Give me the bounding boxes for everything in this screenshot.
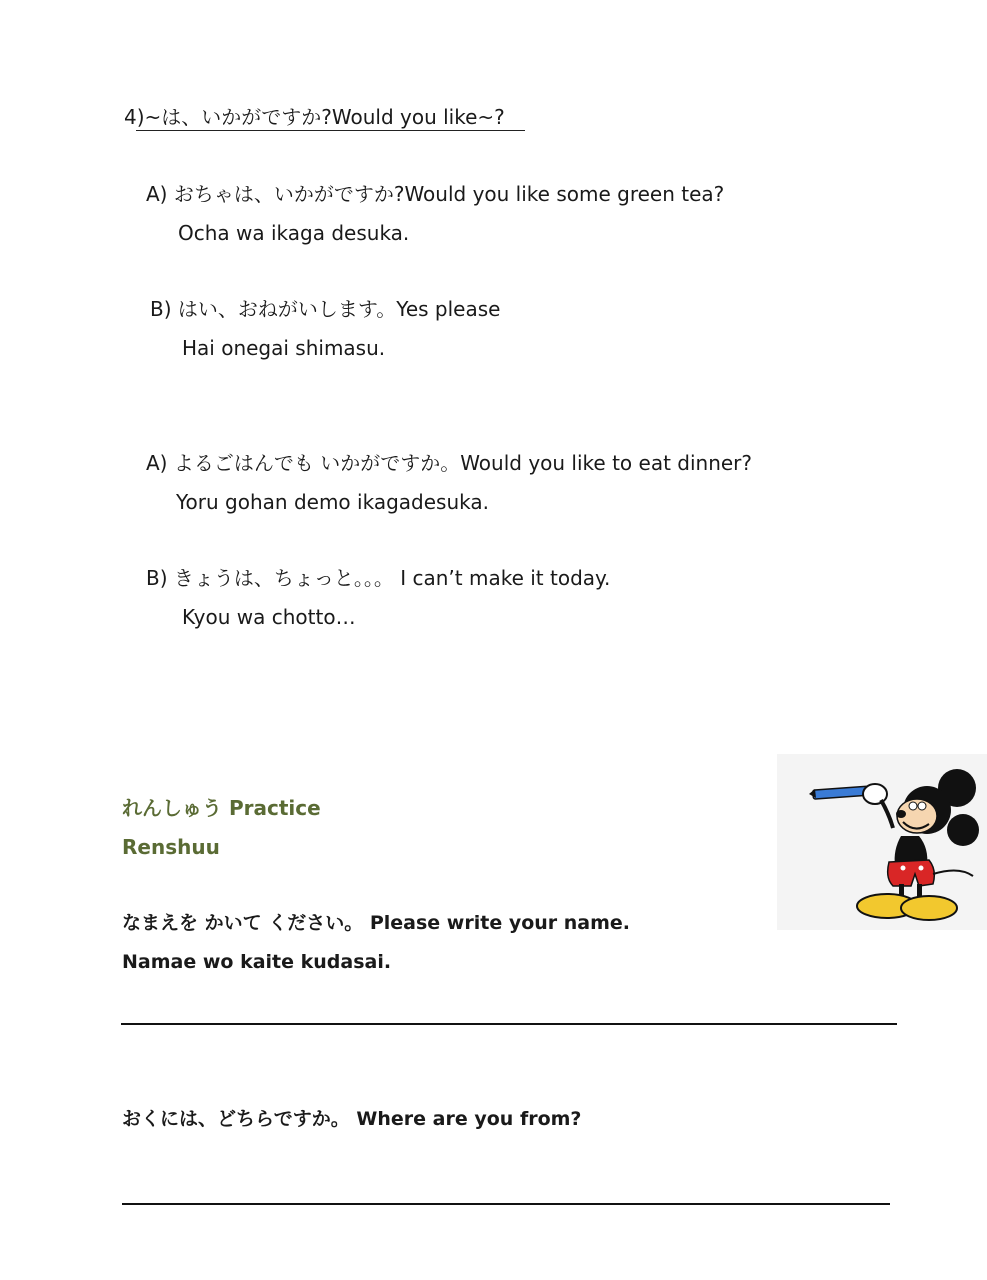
cartoon-mouse-icon: [777, 754, 987, 930]
dialogue1-a-japanese: A) おちゃは、いかがですか?Would you like some green tea?: [146, 182, 725, 206]
answer-line-name[interactable]: [121, 1023, 897, 1025]
question1-japanese: なまえを かいて ください。 Please write your name.: [122, 912, 631, 934]
dialogue1-a-romaji: Ocha wa ikaga desuka.: [178, 221, 410, 245]
dialogue2-b-japanese: B) きょうは、ちょっと。。。 I can’t make it today.: [146, 566, 611, 590]
mouse-illustration: [777, 754, 987, 930]
lesson-heading: 4)~は、いかがですか?Would you like~?: [124, 105, 505, 129]
heading-underline: [136, 130, 525, 131]
dialogue2-a-japanese: A) よるごはんでも いかがですか。Would you like to eat dinner?: [146, 451, 753, 475]
practice-title: れんしゅう Practice: [122, 796, 321, 820]
question1-romaji: Namae wo kaite kudasai.: [122, 951, 392, 973]
dialogue2-a-romaji: Yoru gohan demo ikagadesuka.: [176, 490, 489, 514]
answer-line-country[interactable]: [122, 1203, 890, 1205]
dialogue1-b-japanese: B) はい、おねがいします。Yes please: [150, 297, 501, 321]
question2-japanese: おくには、どちらですか。 Where are you from?: [122, 1108, 582, 1130]
dialogue1-b-romaji: Hai onegai shimasu.: [182, 336, 386, 360]
dialogue2-b-romaji: Kyou wa chotto…: [182, 605, 356, 629]
practice-romaji: Renshuu: [122, 835, 220, 859]
